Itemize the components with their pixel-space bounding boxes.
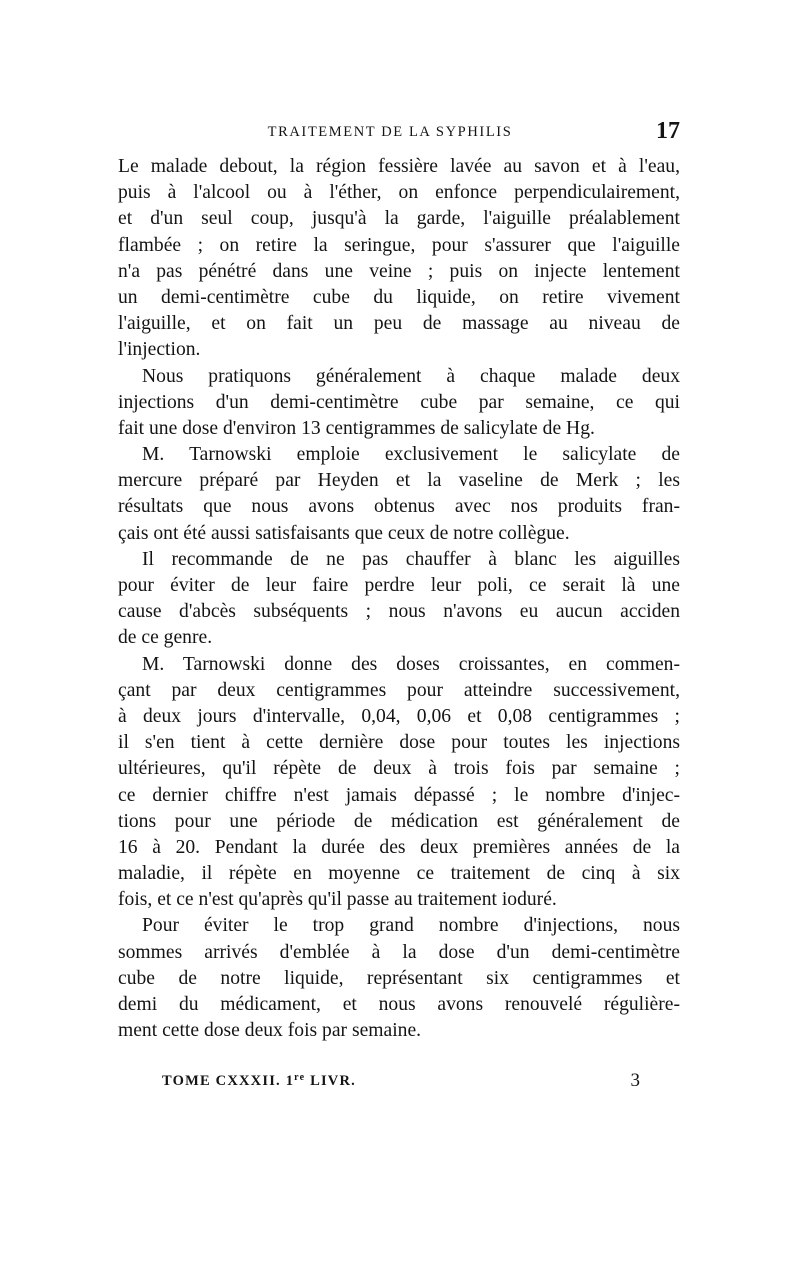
text-line: l'injection. [118, 339, 201, 361]
text-line: çant par deux centigrammes pour atteindre successivement, [118, 679, 680, 701]
text-line: fait une dose d'environ 13 centigrammes de salicylate de Hg. [118, 417, 595, 439]
signature-superscript: re [294, 1072, 306, 1083]
text-line: il s'en tient à cette dernière dose pour toutes les injections [118, 732, 680, 754]
text-line: demi du médicament, et nous avons renouvelé régulière- [118, 994, 680, 1015]
text-line: un demi-centimètre cube du liquide, on retire vivement [118, 286, 680, 308]
text-line: M. Tarnowski emploie exclusivement le salicylate de [142, 444, 680, 466]
text-line: Nous pratiquons généralement à chaque malade deux [142, 365, 680, 387]
text-line: Il recommande de ne pas chauffer à blanc les aiguilles [142, 548, 680, 570]
text-line: cube de notre liquide, représentant six centigrammes et [118, 967, 680, 989]
page-footer [118, 1072, 680, 1100]
text-line: 16 à 20. Pendant la durée des deux premières années de la [118, 836, 680, 858]
signature-mark: 3 [630, 1070, 640, 1091]
text-line: M. Tarnowski donne des doses croissantes, en commen- [142, 653, 680, 675]
signature-prefix: TOME CXXXII. 1 [162, 1073, 295, 1089]
page-number: 17 [656, 118, 680, 144]
text-line: ment cette dose deux fois par semaine. [118, 1020, 422, 1042]
text-line: flambée ; on retire la seringue, pour s'assurer que l'aiguille [118, 234, 680, 256]
text-line: çais ont été aussi satisfaisants que ceux de notre collègue. [118, 522, 570, 544]
text-line: cause d'abcès subséquents ; nous n'avons eu aucun acciden [118, 601, 680, 623]
text-line: et d'un seul coup, jusqu'à la garde, l'aiguille préalablement [118, 208, 680, 230]
text-line: n'a pas pénétré dans une veine ; puis on injecte lentement [118, 260, 680, 282]
text-line: puis à l'alcool ou à l'éther, on enfonce perpendiculairement, [118, 182, 680, 204]
text-line: Le malade debout, la région fessière lavée au savon et à l'eau, [118, 156, 680, 177]
signature-suffix: LIVR. [305, 1073, 356, 1089]
body-text [118, 154, 680, 1044]
text-line: maladie, il répète en moyenne ce traitement de cinq à six [118, 863, 680, 885]
text-line: pour éviter de leur faire perdre leur poli, ce serait là une [118, 575, 680, 596]
text-line: l'aiguille, et on fait un peu de massage au niveau de [118, 313, 680, 335]
text-line: tions pour une période de médication est généralement de [118, 810, 680, 832]
text-line: sommes arrivés d'emblée à la dose d'un demi-centimètre [118, 941, 680, 963]
text-line: Pour éviter le trop grand nombre d'injections, nous [142, 915, 680, 937]
text-line: injections d'un demi-centimètre cube par semaine, ce qui [118, 391, 680, 413]
text-line: résultats que nous avons obtenus avec nos produits fran- [118, 496, 680, 518]
printer-signature [162, 1072, 356, 1090]
text-line: mercure préparé par Heyden et la vaseline de Merk ; les [118, 470, 680, 492]
text-line: fois, et ce n'est qu'après qu'il passe au traitement ioduré. [118, 889, 557, 911]
running-title: TRAITEMENT DE LA SYPHILIS [267, 124, 513, 140]
running-head [118, 118, 680, 148]
text-line: ultérieures, qu'il répète de deux à trois fois par semaine ; [118, 758, 680, 780]
text-line: de ce genre. [118, 627, 213, 649]
text-line: à deux jours d'intervalle, 0,04, 0,06 et 0,08 centigrammes ; [118, 705, 680, 727]
text-line: ce dernier chiffre n'est jamais dépassé ; le nombre d'injec- [118, 784, 680, 806]
